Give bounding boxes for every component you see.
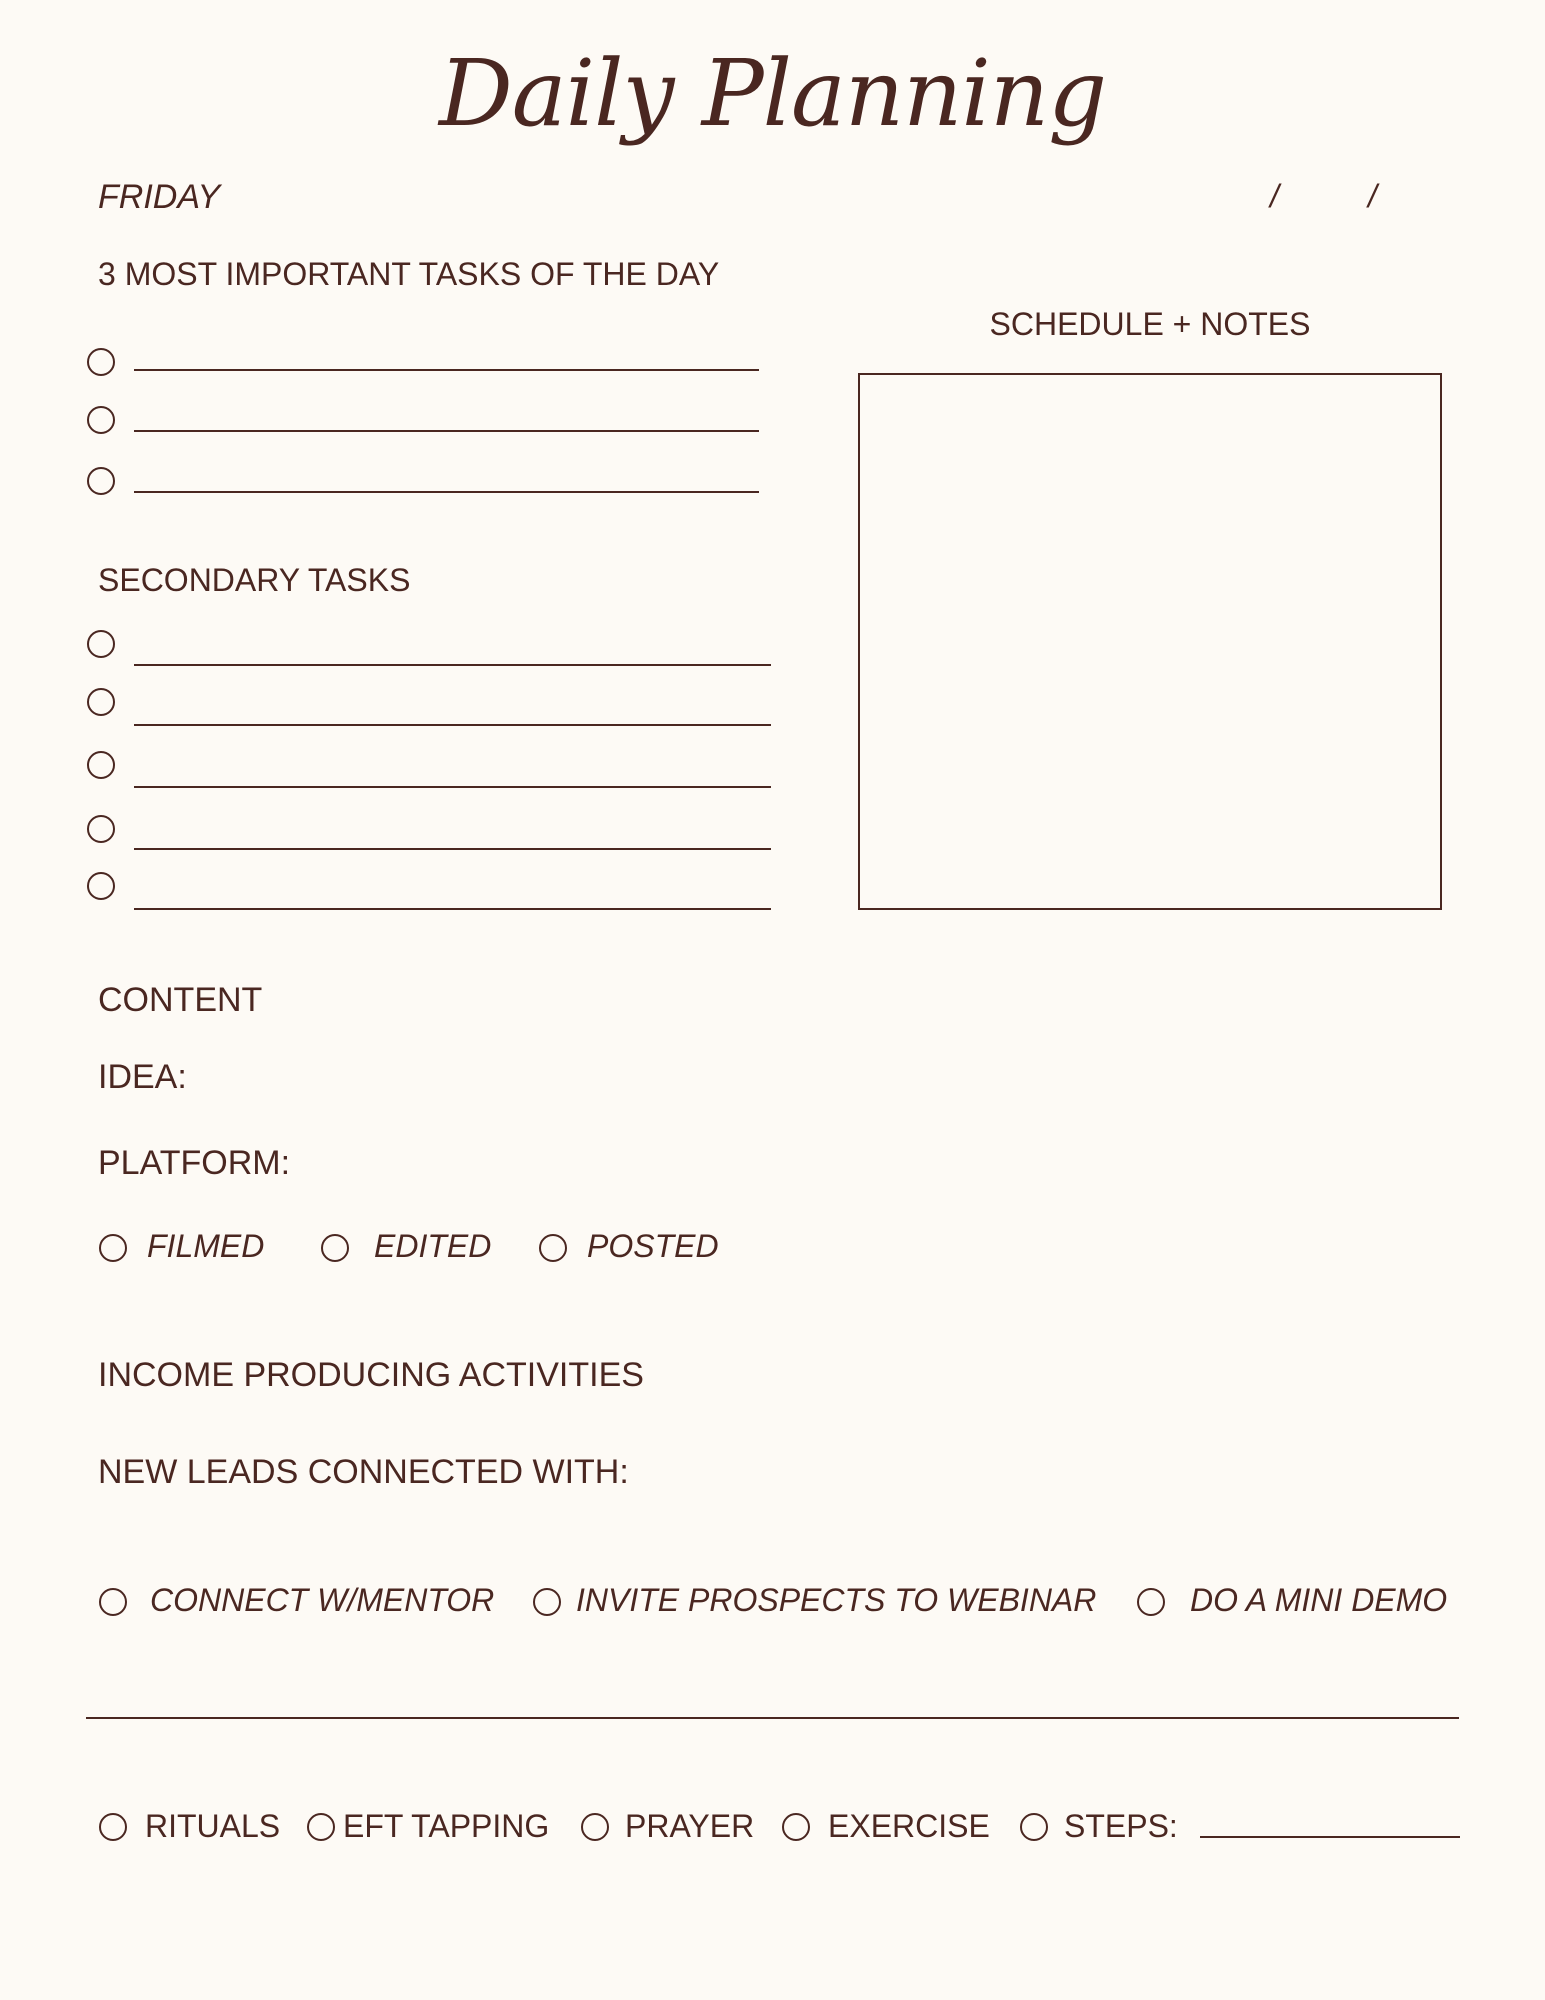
secondary-task-3-checkbox[interactable] [87, 751, 115, 779]
page-title: Daily Planning [439, 40, 1106, 147]
exercise-label: EXERCISE [828, 1808, 990, 1844]
secondary-tasks-heading: SECONDARY TASKS [98, 562, 411, 598]
important-task-3-line[interactable] [134, 491, 759, 493]
prayer-checkbox[interactable] [581, 1813, 609, 1841]
content-heading: CONTENT [98, 981, 263, 1019]
connect-mentor-label: CONNECT W/MENTOR [150, 1582, 495, 1618]
important-task-1-checkbox[interactable] [87, 348, 115, 376]
edited-label: EDITED [374, 1228, 492, 1264]
prayer-label: PRAYER [625, 1808, 755, 1844]
secondary-task-5-line[interactable] [134, 908, 771, 910]
income-heading: INCOME PRODUCING ACTIVITIES [98, 1356, 644, 1394]
new-leads-label: NEW LEADS CONNECTED WITH: [98, 1453, 629, 1491]
important-tasks-heading: 3 MOST IMPORTANT TASKS OF THE DAY [98, 256, 720, 292]
steps-input-line[interactable] [1200, 1836, 1460, 1838]
exercise-checkbox[interactable] [782, 1813, 810, 1841]
date-separator-2: / [1368, 178, 1377, 214]
secondary-task-5-checkbox[interactable] [87, 872, 115, 900]
edited-checkbox[interactable] [321, 1234, 349, 1262]
mini-demo-label: DO A MINI DEMO [1190, 1582, 1448, 1618]
connect-mentor-checkbox[interactable] [99, 1588, 127, 1616]
invite-prospects-label: INVITE PROSPECTS TO WEBINAR [576, 1582, 1097, 1618]
date-separator-1: / [1270, 178, 1279, 214]
invite-prospects-checkbox[interactable] [533, 1588, 561, 1616]
posted-label: POSTED [587, 1228, 719, 1264]
secondary-task-1-line[interactable] [134, 664, 771, 666]
filmed-checkbox[interactable] [99, 1234, 127, 1262]
eft-tapping-checkbox[interactable] [307, 1813, 335, 1841]
day-label: FRIDAY [98, 178, 221, 216]
important-task-2-checkbox[interactable] [87, 406, 115, 434]
secondary-task-1-checkbox[interactable] [87, 630, 115, 658]
rituals-checkbox[interactable] [99, 1813, 127, 1841]
secondary-task-4-checkbox[interactable] [87, 815, 115, 843]
steps-checkbox[interactable] [1020, 1813, 1048, 1841]
filmed-label: FILMED [147, 1228, 265, 1264]
important-task-3-checkbox[interactable] [87, 467, 115, 495]
posted-checkbox[interactable] [539, 1234, 567, 1262]
idea-label: IDEA: [98, 1058, 187, 1096]
platform-label: PLATFORM: [98, 1144, 291, 1182]
steps-label: STEPS: [1064, 1808, 1178, 1844]
schedule-notes-box[interactable] [858, 373, 1442, 910]
secondary-task-3-line[interactable] [134, 786, 771, 788]
eft-tapping-label: EFT TAPPING [343, 1808, 550, 1844]
secondary-task-2-line[interactable] [134, 724, 771, 726]
mini-demo-checkbox[interactable] [1137, 1588, 1165, 1616]
secondary-task-2-checkbox[interactable] [87, 688, 115, 716]
secondary-task-4-line[interactable] [134, 848, 771, 850]
important-task-2-line[interactable] [134, 430, 759, 432]
rituals-label: RITUALS [145, 1808, 281, 1844]
section-divider [86, 1717, 1459, 1719]
schedule-notes-heading: SCHEDULE + NOTES [989, 306, 1311, 342]
important-task-1-line[interactable] [134, 369, 759, 371]
